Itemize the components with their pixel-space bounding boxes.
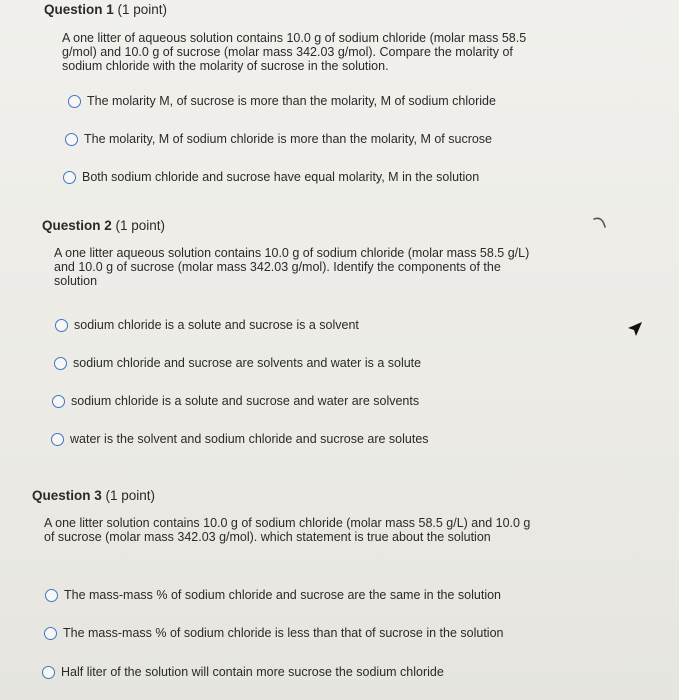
q2-option-4-label: water is the solvent and sodium chloride and sucrose are solutes	[70, 432, 429, 446]
q2-option-4[interactable]	[51, 432, 429, 446]
q2-option-3-label: sodium chloride is a solute and sucrose and water are solvents	[71, 394, 420, 408]
q3-option-2[interactable]	[44, 626, 503, 640]
question-1-text: A one litter of aqueous solution contains 10.0 g of sodium chloride (molar mass 58.5 g/mol) and 10.0 g of sucrose (molar mass 342.03 g/mol). Compare the molarity of sodium chloride with the molarity of sucrose in the solution.	[62, 31, 527, 73]
q2-option-2-label: sodium chloride and sucrose are solvents and water is a solute	[73, 356, 422, 370]
q1-option-2-label: The molarity, M of sodium chloride is more than the molarity, M of sucrose	[84, 132, 493, 146]
radio-button[interactable]	[44, 627, 57, 640]
q2-option-3[interactable]	[52, 394, 419, 408]
radio-button[interactable]	[63, 171, 76, 184]
question-2-points: (1 point)	[115, 218, 166, 233]
radio-button[interactable]	[54, 357, 67, 370]
q1-option-1[interactable]	[68, 94, 496, 108]
q1-option-3-label: Both sodium chloride and sucrose have equal molarity, M in the solution	[82, 170, 480, 184]
question-3-text: A one litter solution contains 10.0 g of sodium chloride (molar mass 58.5 g/L) and 10.0 g of sucrose (molar mass 342.03 g/mol). which statement is true about the solution	[44, 516, 531, 544]
q1-option-2[interactable]	[65, 132, 492, 146]
question-2-text: A one litter aqueous solution contains 10.0 g of sodium chloride (molar mass 58.5 g/L) and 10.0 g of sucrose (molar mass 342.03 g/mol). Identify the components of the solution	[54, 246, 530, 288]
radio-button[interactable]	[52, 395, 65, 408]
q2-option-1-label: sodium chloride is a solute and sucrose is a solvent	[74, 318, 359, 332]
radio-button[interactable]	[68, 95, 81, 108]
radio-button[interactable]	[55, 319, 68, 332]
q3-option-2-label: The mass-mass % of sodium chloride is less than that of sucrose in the solution	[63, 626, 504, 640]
question-1-title	[44, 2, 167, 17]
radio-button[interactable]	[51, 433, 64, 446]
stray-mark-icon	[592, 216, 608, 230]
q1-option-1-label: The molarity M, of sucrose is more than the molarity, M of sodium chloride	[87, 94, 496, 108]
radio-button[interactable]	[45, 589, 58, 602]
q3-option-3-label: Half liter of the solution will contain more sucrose the sodium chloride	[61, 665, 444, 679]
question-3-points: (1 point)	[105, 488, 156, 503]
question-1-points: (1 point)	[117, 2, 168, 17]
q1-option-3[interactable]	[63, 170, 479, 184]
mouse-cursor-icon	[626, 320, 644, 338]
question-1-label: Question 1	[44, 2, 114, 17]
question-2-title	[42, 218, 165, 233]
q3-option-3[interactable]	[42, 665, 444, 679]
q3-option-1[interactable]	[45, 588, 501, 602]
radio-button[interactable]	[65, 133, 78, 146]
question-3-label: Question 3	[32, 488, 102, 503]
question-3-title	[32, 488, 155, 503]
q3-option-1-label: The mass-mass % of sodium chloride and sucrose are the same in the solution	[64, 588, 502, 602]
q2-option-2[interactable]	[54, 356, 421, 370]
q2-option-1[interactable]	[55, 318, 359, 332]
question-2-label: Question 2	[42, 218, 112, 233]
radio-button[interactable]	[42, 666, 55, 679]
